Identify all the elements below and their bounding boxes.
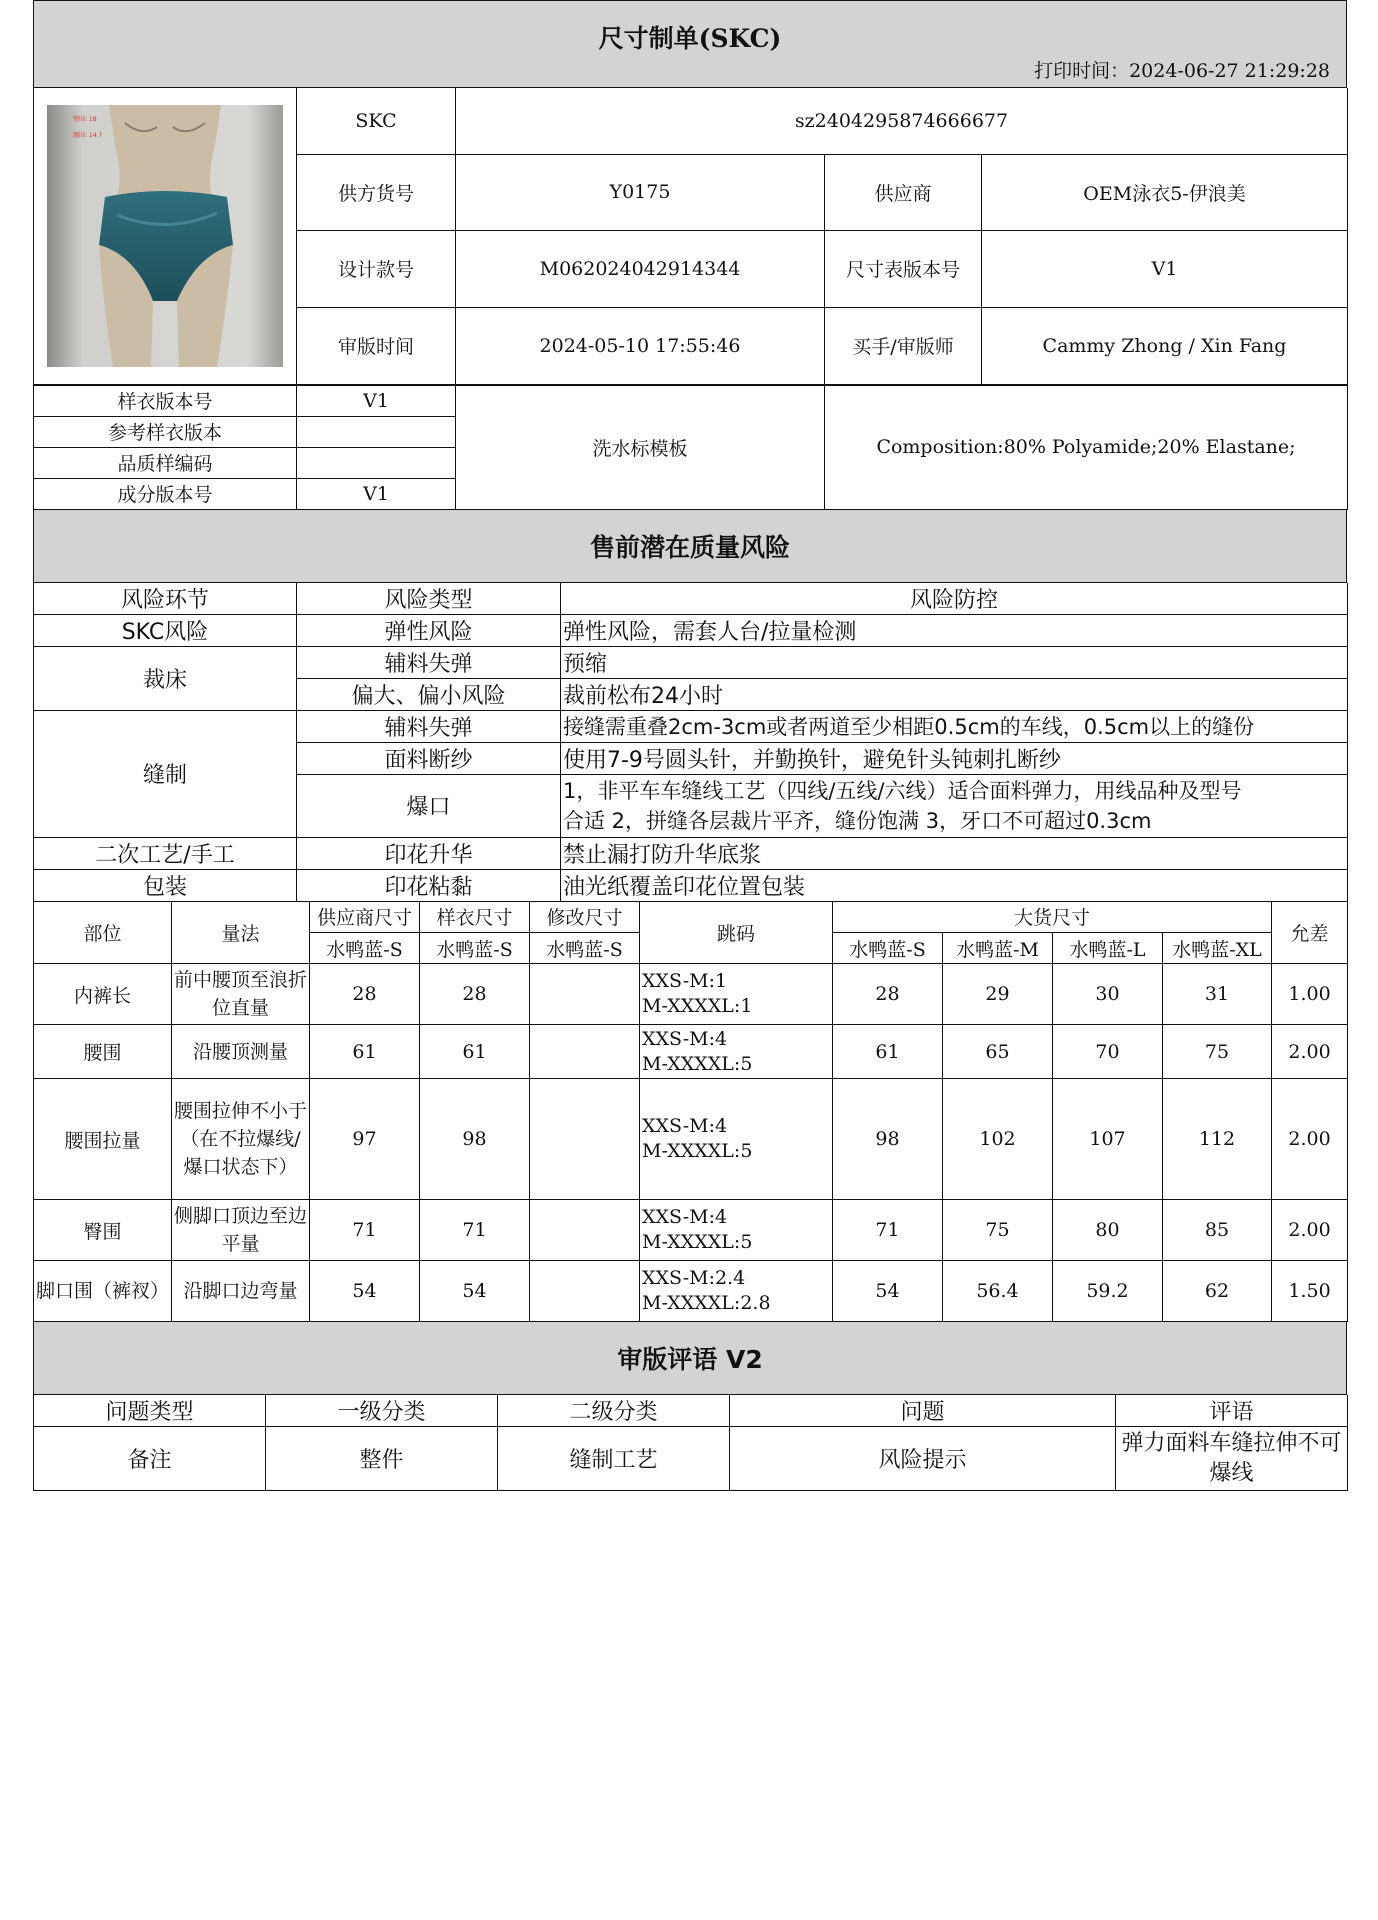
wash-label-template: 洗水标模板 [456,385,825,509]
ref-sample-version-value [297,416,456,447]
measure-bulk-s: 28 [833,964,943,1025]
risk-control: 预缩 [561,646,1348,678]
measure-bulk-l: 80 [1053,1200,1163,1261]
measure-jump [640,1025,833,1079]
skc-value: sz2404295874666677 [456,88,1348,154]
risk-type: 爆口 [297,774,561,837]
supplier-value: OEM泳衣5-伊浪美 [982,154,1348,230]
measure-sample: 54 [420,1261,530,1322]
review-title-table [33,1322,1347,1395]
measure-bulk-s: 98 [833,1079,943,1200]
measure-part: 臀围 [34,1200,172,1261]
risk-stage-cutting: 裁床 [34,646,297,710]
measure-header-bulk-size: 大货尺寸 [833,902,1272,933]
measure-bulk-s: 61 [833,1025,943,1079]
review-comment: 弹力面料车缝拉伸不可爆线 [1116,1427,1348,1491]
sample-version-value: V1 [297,385,456,416]
measure-subheader-bulk-s: 水鸭蓝-S [833,933,943,964]
measure-method: 侧脚口顶边至边平量 [172,1200,310,1261]
review-header-issue: 问题 [730,1395,1116,1427]
measure-bulk-xl: 62 [1163,1261,1272,1322]
measure-modified [530,1261,640,1322]
composition-version-label: 成分版本号 [34,478,297,509]
measurement-table [33,902,1348,1323]
ref-sample-version-label: 参考样衣版本 [34,416,297,447]
measure-bulk-l: 107 [1053,1079,1163,1200]
risk-type: 辅料失弹 [297,646,561,678]
measure-method: 沿脚口边弯量 [172,1261,310,1322]
review-time-label: 审版时间 [297,307,456,384]
quality-code-label: 品质样编码 [34,447,297,478]
measure-jump-2: M-XXXXL:5 [642,1140,753,1162]
supplier-no-label: 供方货号 [297,154,456,230]
measure-modified [530,964,640,1025]
title-band [34,1,1347,88]
risk-type: 面料断纱 [297,742,561,774]
measure-header-tolerance: 允差 [1272,902,1348,964]
risk-control: 裁前松布24小时 [561,678,1348,710]
measure-bulk-xl: 75 [1163,1025,1272,1079]
measure-subheader-supplier: 水鸭蓝-S [310,933,420,964]
measure-bulk-xl: 31 [1163,964,1272,1025]
measure-part: 脚口围（裤衩） [34,1261,172,1322]
measure-supplier: 54 [310,1261,420,1322]
risk-control-line-1: 1，非平车车缝线工艺（四线/五线/六线）适合面料弹力，用线品种及型号 [563,778,1242,803]
photo-waist-label: 腰围: 14.7 [73,131,103,139]
risk-title-table [33,510,1347,583]
measure-subheader-bulk-l: 水鸭蓝-L [1053,933,1163,964]
measure-modified [530,1079,640,1200]
risk-type: 辅料失弹 [297,710,561,742]
measure-header-part: 部位 [34,902,172,964]
measure-modified [530,1025,640,1079]
measure-part: 腰围拉量 [34,1079,172,1200]
title-table [33,0,1347,88]
measure-supplier: 97 [310,1079,420,1200]
measure-jump [640,1200,833,1261]
quality-code-value [297,447,456,478]
measure-method: 前中腰顶至浪折位直量 [172,964,310,1025]
measure-bulk-xl: 85 [1163,1200,1272,1261]
risk-type: 印花升华 [297,837,561,869]
review-type: 备注 [34,1427,266,1491]
measure-supplier: 61 [310,1025,420,1079]
measure-method: 沿腰顶测量 [172,1025,310,1079]
print-time: 打印时间：2024-06-27 21:29:28 [1034,60,1330,82]
risk-section-title: 售前潜在质量风险 [34,510,1347,583]
risk-stage-sewing: 缝制 [34,710,297,837]
measure-sample: 98 [420,1079,530,1200]
table-row [34,1261,1348,1322]
measure-jump [640,964,833,1025]
risk-control: 油光纸覆盖印花位置包装 [561,869,1348,901]
buyer-label: 买手/审版师 [825,307,982,384]
design-no-value: M062024042914344 [456,230,825,307]
measure-bulk-l: 70 [1053,1025,1163,1079]
measure-jump-2: M-XXXXL:1 [642,995,753,1017]
measure-header-modified-size: 修改尺寸 [530,902,640,933]
risk-control-line-2: 合适 2，拼缝各层裁片平齐，缝份饱满 3，牙口不可超过0.3cm [563,808,1152,833]
measure-tolerance: 1.00 [1272,964,1348,1025]
risk-stage-secondary: 二次工艺/手工 [34,837,297,869]
design-no-label: 设计款号 [297,230,456,307]
product-image [47,105,283,367]
supplier-label: 供应商 [825,154,982,230]
sample-version-label: 样衣版本号 [34,385,297,416]
risk-type: 弹性风险 [297,614,561,646]
risk-header-control: 风险防控 [561,583,1348,615]
measure-subheader-sample: 水鸭蓝-S [420,933,530,964]
risk-stage-skc: SKC风险 [34,614,297,646]
review-level2: 缝制工艺 [498,1427,730,1491]
measure-jump-2: M-XXXXL:2.8 [642,1292,771,1314]
table-row [34,964,1348,1025]
page-title: 尺寸制单(SKC) [598,24,782,53]
review-header-level2: 二级分类 [498,1395,730,1427]
measure-jump-1: XXS-M:4 [642,1027,728,1050]
review-table [33,1395,1348,1491]
risk-control: 禁止漏打防升华底浆 [561,837,1348,869]
measure-jump-1: XXS-M:4 [642,1206,728,1228]
measure-jump-2: M-XXXXL:5 [642,1231,753,1253]
risk-type: 偏大、偏小风险 [297,678,561,710]
risk-type: 印花粘黏 [297,869,561,901]
risk-control: 接缝需重叠2cm-3cm或者两道至少相距0.5cm的车线，0.5cm以上的缝份 [561,710,1348,742]
info-table [33,88,1348,385]
skc-label: SKC [297,88,456,154]
measure-jump-1: XXS-M:2.4 [642,1267,746,1289]
risk-control: 使用7-9号圆头针，并勤换针，避免针头钝刺扎断纱 [561,742,1348,774]
measure-header-sample-size: 样衣尺寸 [420,902,530,933]
review-level1: 整件 [266,1427,498,1491]
composition-version-value: V1 [297,478,456,509]
measure-tolerance: 2.00 [1272,1200,1348,1261]
measure-bulk-l: 59.2 [1053,1261,1163,1322]
measure-bulk-l: 30 [1053,964,1163,1025]
measure-jump [640,1079,833,1200]
measure-jump-1: XXS-M:4 [642,1115,728,1137]
table-row [34,1079,1348,1200]
measure-jump-1: XXS-M:1 [642,970,728,992]
review-section-title: 审版评语 V2 [34,1322,1347,1395]
measure-subheader-modified: 水鸭蓝-S [530,933,640,964]
measure-bulk-m: 102 [943,1079,1053,1200]
table-row [34,1025,1348,1079]
measure-tolerance: 1.50 [1272,1261,1348,1322]
measure-subheader-bulk-m: 水鸭蓝-M [943,933,1053,964]
measure-bulk-m: 75 [943,1200,1053,1261]
measure-bulk-s: 71 [833,1200,943,1261]
composition-text: Composition:80% Polyamide;20% Elastane; [825,385,1348,509]
measure-tolerance: 2.00 [1272,1079,1348,1200]
table-row [34,1200,1348,1261]
measure-bulk-m: 29 [943,964,1053,1025]
measure-subheader-bulk-xl: 水鸭蓝-XL [1163,933,1272,964]
risk-stage-packing: 包装 [34,869,297,901]
measure-jump-2: M-XXXXL:5 [642,1052,753,1075]
size-table-version-label: 尺寸表版本号 [825,230,982,307]
review-time-value: 2024-05-10 17:55:46 [456,307,825,384]
measure-jump [640,1261,833,1322]
measure-bulk-m: 65 [943,1025,1053,1079]
measure-part: 内裤长 [34,964,172,1025]
photo-hip-label: 臀围: 18 [73,115,97,123]
measure-header-jump: 跳码 [640,902,833,964]
review-issue: 风险提示 [730,1427,1116,1491]
supplier-no-value: Y0175 [456,154,825,230]
measure-method: 腰围拉伸不小于（在不拉爆线/爆口状态下） [172,1079,310,1200]
measure-header-supplier-size: 供应商尺寸 [310,902,420,933]
table-row [34,1427,1348,1491]
risk-table [33,583,1348,902]
measure-part: 腰围 [34,1025,172,1079]
measure-supplier: 28 [310,964,420,1025]
measure-bulk-m: 56.4 [943,1261,1053,1322]
buyer-value: Cammy Zhong / Xin Fang [982,307,1348,384]
review-header-level1: 一级分类 [266,1395,498,1427]
size-table-version-value: V1 [982,230,1348,307]
measure-modified [530,1200,640,1261]
measure-sample: 71 [420,1200,530,1261]
product-photo [34,88,297,384]
measure-header-method: 量法 [172,902,310,964]
size-sheet [33,0,1347,1491]
measure-bulk-s: 54 [833,1261,943,1322]
risk-header-type: 风险类型 [297,583,561,615]
review-header-comment: 评语 [1116,1395,1348,1427]
risk-header-stage: 风险环节 [34,583,297,615]
measure-tolerance: 2.00 [1272,1025,1348,1079]
risk-control: 弹性风险，需套人台/拉量检测 [561,614,1348,646]
measure-bulk-xl: 112 [1163,1079,1272,1200]
risk-control-multiline [561,774,1348,837]
measure-supplier: 71 [310,1200,420,1261]
measure-sample: 61 [420,1025,530,1079]
review-header-type: 问题类型 [34,1395,266,1427]
versions-table [33,385,1348,510]
measure-sample: 28 [420,964,530,1025]
